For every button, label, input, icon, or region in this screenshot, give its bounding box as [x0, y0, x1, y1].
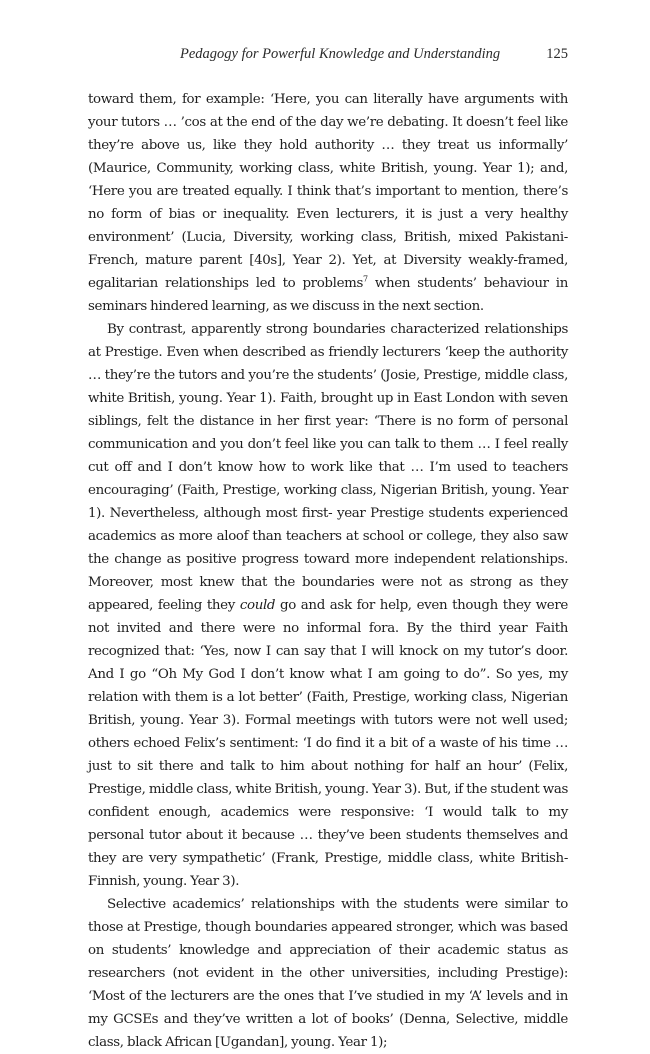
paragraph-2-text-a: By contrast, apparently strong boundaries characterized relationships at Prestige. Even when described as friendly lecturers ‘keep the authority … they’re the tutors and you’re the students’ (Josie, Prestige, middle class, white British, young. Year 1). Faith, brought up in East London with seven siblings, felt the distance in her first year: ‘There is no form of personal communication and you don’t feel like you can talk to them … I feel really cut off and I don’t know how to work like that … I’m used to teachers encouraging’ (Faith, Prestige, working class, Nigerian British, young. Year 1). Nevertheless, although most first- year Prestige students experienced academics as more aloof than teachers at school or college, they also saw the change as positive progress toward more independent relationships. Moreover, most knew that the boundaries were not as strong as they appeared, feeling they	[88, 322, 568, 613]
body-text	[88, 88, 568, 1054]
paragraph-1	[88, 88, 568, 318]
emphasis-could: could	[239, 598, 276, 613]
footnote-marker-7: 7	[363, 274, 368, 284]
page-number: 125	[546, 46, 568, 62]
running-head	[88, 46, 568, 66]
running-title: Pedagogy for Powerful Knowledge and Understanding	[180, 46, 501, 62]
paragraph-1-text-a: toward them, for example: ‘Here, you can literally have arguments with your tutors … ’cos at the end of the day we’re debating. It doesn’t feel like they’re above us, like they hold authority … they treat us informally’ (Maurice, Community, working class, white British, young. Year 1); and, ‘Here you are treated equally. I think that’s important to mention, there’s no form of bias or inequality. Even lecturers, it is just a very healthy environment’ (Lucia, Diversity, working class, British, mixed Pakistani-French, mature parent [40s], Year 2). Yet, at Diversity weakly-framed, egalitarian relationships led to problems	[88, 92, 568, 291]
paragraph-3	[88, 893, 568, 1054]
paragraph-2-text-b: go and ask for help, even though they were not invited and there were no informal fora. By the third year Faith recognized that: ‘Yes, now I can say that I will knock on my tutor’s door. And I go “Oh My God I don’t know what I am going to do”. So yes, my relation with them is a lot better’ (Faith, Prestige, working class, Nigerian British, young. Year 3). Formal meetings with tutors were not well used; others echoed Felix’s sentiment: ‘I do find it a bit of a waste of his time … just to sit there and talk to him about nothing for half an hour’ (Felix, Prestige, middle class, white British, young. Year 3). But, if the student was confident enough, academics were responsive: ‘I would talk to my personal tutor about it because … they’ve been students themselves and they are very sympathetic’ (Frank, Prestige, middle class, white British-Finnish, young. Year 3).	[88, 598, 568, 889]
paragraph-2	[88, 318, 568, 893]
paragraph-3-text-a: Selective academics’ relationships with the students were similar to those at Prestige, though boundaries appeared stronger, which was based on students’ knowledge and appreciation of their academic status as researchers (not evident in the other universities, including Prestige): ‘Most of the lecturers are the ones that I’ve studied in my ‘A’ levels and in my GCSEs and they’ve written a lot of books’ (Denna, Selective, middle class, black African [Ugandan], young. Year 1);	[88, 897, 568, 1050]
paragraph-1-text-b: when students’ behaviour in seminars hindered learning, as we discuss in the next section.	[88, 276, 568, 314]
